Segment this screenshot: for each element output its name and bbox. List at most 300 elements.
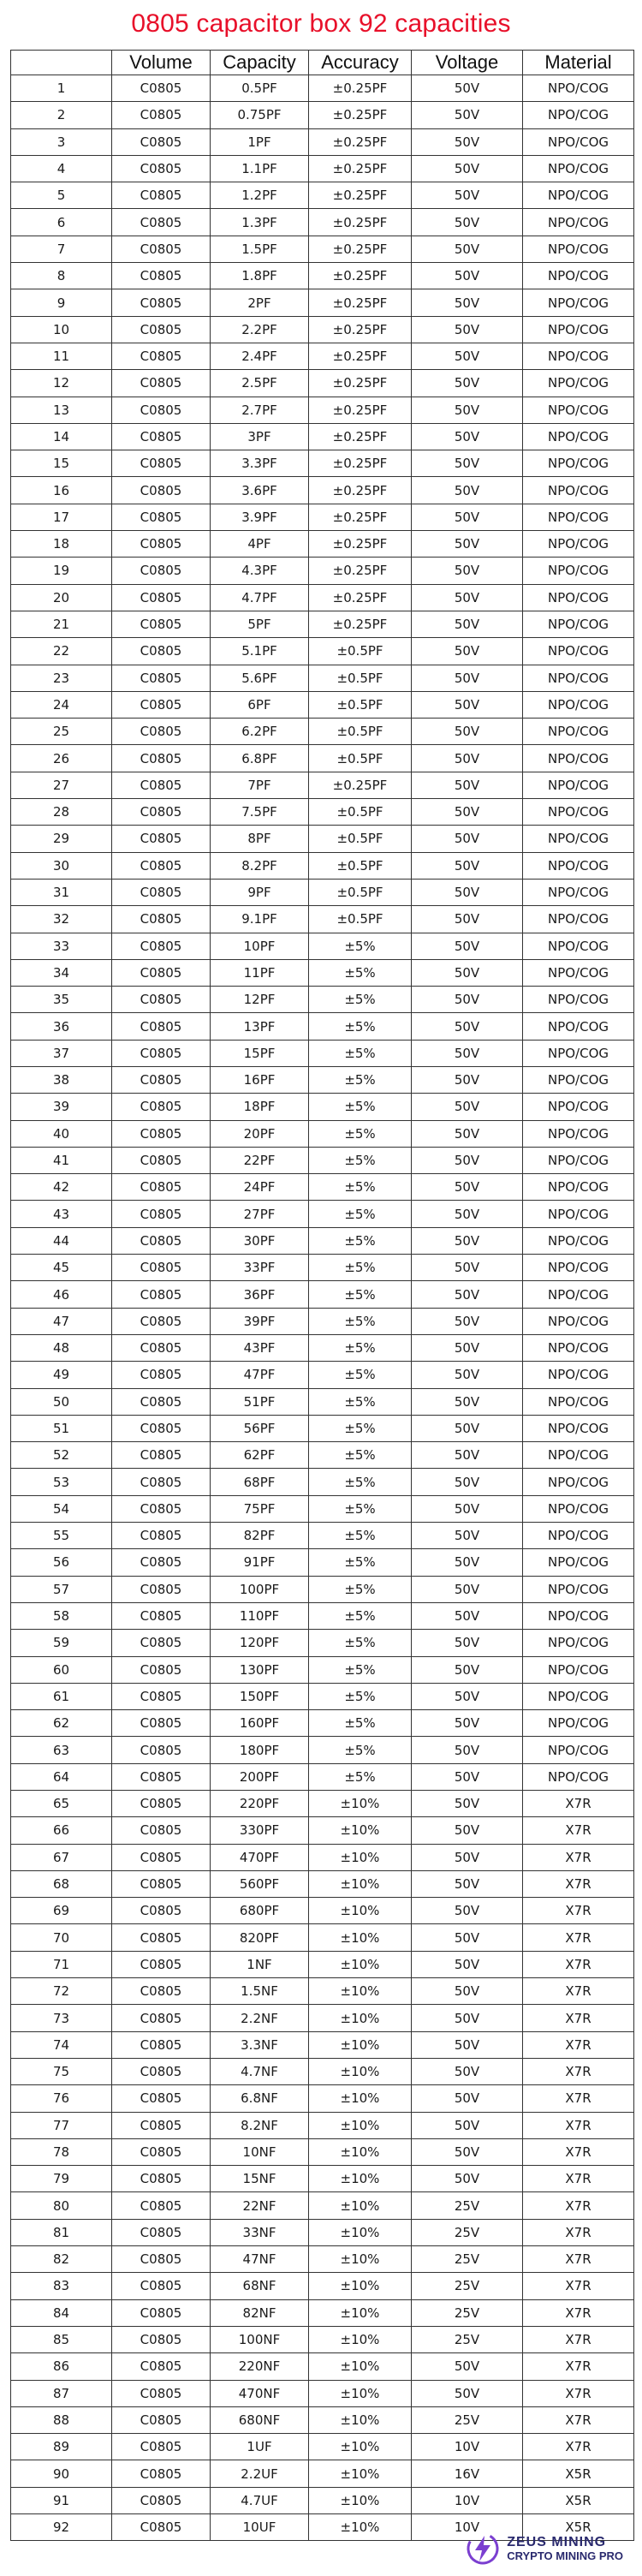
- cell-material: X5R: [523, 2487, 634, 2513]
- cell-capacity: 100PF: [211, 1576, 309, 1602]
- cell-volume: C0805: [112, 1442, 211, 1469]
- cell-material: NPO/COG: [523, 1388, 634, 1415]
- cell-material: NPO/COG: [523, 1334, 634, 1361]
- cell-material: NPO/COG: [523, 665, 634, 691]
- cell-voltage: 10V: [412, 2487, 523, 2513]
- cell-voltage: 50V: [412, 1201, 523, 1227]
- cell-material: X7R: [523, 2219, 634, 2245]
- cell-accuracy: ±10%: [309, 2299, 412, 2326]
- cell-material: NPO/COG: [523, 236, 634, 262]
- table-row: [11, 1388, 634, 1415]
- cell-capacity: 43PF: [211, 1334, 309, 1361]
- cell-volume: C0805: [112, 558, 211, 584]
- cell-capacity: 10UF: [211, 2514, 309, 2541]
- cell-capacity: 7.5PF: [211, 799, 309, 826]
- cell-volume: C0805: [112, 263, 211, 289]
- cell-material: NPO/COG: [523, 102, 634, 128]
- cell-volume: C0805: [112, 933, 211, 959]
- cell-voltage: 50V: [412, 1442, 523, 1469]
- cell-voltage: 25V: [412, 2219, 523, 2245]
- cell-index: 60: [11, 1656, 112, 1683]
- cell-capacity: 1.8PF: [211, 263, 309, 289]
- cell-index: 64: [11, 1763, 112, 1790]
- cell-accuracy: ±10%: [309, 2058, 412, 2084]
- cell-volume: C0805: [112, 1763, 211, 1790]
- cell-voltage: 50V: [412, 665, 523, 691]
- cell-volume: C0805: [112, 1040, 211, 1066]
- cell-accuracy: ±5%: [309, 1469, 412, 1495]
- cell-material: X7R: [523, 1924, 634, 1951]
- brand-text: [507, 2535, 623, 2562]
- cell-index: 61: [11, 1683, 112, 1709]
- table-row: [11, 879, 634, 905]
- cell-accuracy: ±5%: [309, 1147, 412, 1173]
- table-row: [11, 1630, 634, 1656]
- cell-capacity: 4.7NF: [211, 2058, 309, 2084]
- cell-voltage: 50V: [412, 343, 523, 369]
- cell-accuracy: ±5%: [309, 1710, 412, 1737]
- cell-accuracy: ±0.5PF: [309, 879, 412, 905]
- cell-index: 66: [11, 1817, 112, 1844]
- cell-accuracy: ±5%: [309, 1334, 412, 1361]
- cell-accuracy: ±0.5PF: [309, 906, 412, 933]
- cell-accuracy: ±10%: [309, 2380, 412, 2406]
- cell-volume: C0805: [112, 2192, 211, 2219]
- table-row: [11, 1978, 634, 2005]
- cell-volume: C0805: [112, 611, 211, 637]
- cell-capacity: 330PF: [211, 1817, 309, 1844]
- cell-index: 22: [11, 638, 112, 665]
- cell-accuracy: ±0.25PF: [309, 102, 412, 128]
- cell-volume: C0805: [112, 826, 211, 852]
- cell-material: X7R: [523, 2085, 634, 2112]
- cell-material: NPO/COG: [523, 504, 634, 530]
- cell-material: NPO/COG: [523, 799, 634, 826]
- cell-material: NPO/COG: [523, 423, 634, 450]
- cell-index: 59: [11, 1630, 112, 1656]
- cell-capacity: 68NF: [211, 2273, 309, 2299]
- cell-voltage: 50V: [412, 1951, 523, 1977]
- cell-voltage: 50V: [412, 1227, 523, 1254]
- cell-material: NPO/COG: [523, 289, 634, 316]
- table-header: [11, 51, 634, 75]
- cell-material: NPO/COG: [523, 128, 634, 155]
- cell-index: 38: [11, 1066, 112, 1093]
- table-row: [11, 1094, 634, 1120]
- cell-volume: C0805: [112, 1174, 211, 1201]
- cell-material: NPO/COG: [523, 182, 634, 209]
- cell-capacity: 75PF: [211, 1495, 309, 1522]
- cell-material: NPO/COG: [523, 1308, 634, 1334]
- header-material: Material: [523, 51, 634, 75]
- cell-material: NPO/COG: [523, 1737, 634, 1763]
- cell-capacity: 820PF: [211, 1924, 309, 1951]
- cell-capacity: 56PF: [211, 1415, 309, 1441]
- header-capacity: Capacity: [211, 51, 309, 75]
- cell-index: 3: [11, 128, 112, 155]
- cell-index: 81: [11, 2219, 112, 2245]
- cell-capacity: 3PF: [211, 423, 309, 450]
- cell-material: NPO/COG: [523, 1549, 634, 1576]
- cell-accuracy: ±5%: [309, 1174, 412, 1201]
- cell-accuracy: ±10%: [309, 2138, 412, 2165]
- cell-capacity: 3.3NF: [211, 2031, 309, 2058]
- table-row: [11, 370, 634, 397]
- brand-name: ZEUS MINING: [507, 2535, 607, 2550]
- cell-capacity: 8.2NF: [211, 2112, 309, 2138]
- cell-volume: C0805: [112, 1898, 211, 1924]
- table-row: [11, 263, 634, 289]
- cell-voltage: 50V: [412, 1978, 523, 2005]
- table-row: [11, 2460, 634, 2487]
- cell-capacity: 120PF: [211, 1630, 309, 1656]
- cell-voltage: 50V: [412, 1870, 523, 1897]
- table-row: [11, 2031, 634, 2058]
- cell-volume: C0805: [112, 1415, 211, 1441]
- cell-capacity: 47PF: [211, 1362, 309, 1388]
- table-row: [11, 1602, 634, 1629]
- cell-volume: C0805: [112, 1791, 211, 1817]
- table-row: [11, 584, 634, 611]
- cell-index: 57: [11, 1576, 112, 1602]
- table-row: [11, 531, 634, 558]
- table-row: [11, 1898, 634, 1924]
- cell-index: 5: [11, 182, 112, 209]
- cell-capacity: 100NF: [211, 2326, 309, 2352]
- cell-index: 30: [11, 852, 112, 879]
- cell-accuracy: ±10%: [309, 2246, 412, 2273]
- cell-accuracy: ±5%: [309, 1683, 412, 1709]
- cell-accuracy: ±0.25PF: [309, 182, 412, 209]
- cell-voltage: 50V: [412, 906, 523, 933]
- cell-volume: C0805: [112, 1147, 211, 1173]
- cell-material: NPO/COG: [523, 75, 634, 102]
- cell-voltage: 25V: [412, 2273, 523, 2299]
- cell-index: 44: [11, 1227, 112, 1254]
- cell-accuracy: ±5%: [309, 1523, 412, 1549]
- cell-index: 79: [11, 2166, 112, 2192]
- cell-voltage: 25V: [412, 2406, 523, 2433]
- cell-capacity: 180PF: [211, 1737, 309, 1763]
- table-row: [11, 959, 634, 986]
- cell-index: 82: [11, 2246, 112, 2273]
- table-row: [11, 1469, 634, 1495]
- cell-index: 73: [11, 2005, 112, 2031]
- table-row: [11, 1523, 634, 1549]
- cell-volume: C0805: [112, 772, 211, 798]
- page-title: 0805 capacitor box 92 capacities: [131, 9, 511, 38]
- cell-material: NPO/COG: [523, 1469, 634, 1495]
- cell-accuracy: ±10%: [309, 1817, 412, 1844]
- cell-volume: C0805: [112, 719, 211, 745]
- cell-volume: C0805: [112, 1602, 211, 1629]
- cell-capacity: 1.5NF: [211, 1978, 309, 2005]
- brand-tagline: CRYPTO MINING PRO: [507, 2549, 623, 2562]
- cell-volume: C0805: [112, 1656, 211, 1683]
- cell-volume: C0805: [112, 504, 211, 530]
- cell-volume: C0805: [112, 2005, 211, 2031]
- cell-capacity: 82NF: [211, 2299, 309, 2326]
- cell-material: X5R: [523, 2514, 634, 2541]
- cell-index: 9: [11, 289, 112, 316]
- cell-material: NPO/COG: [523, 852, 634, 879]
- cell-material: X7R: [523, 2299, 634, 2326]
- cell-accuracy: ±5%: [309, 987, 412, 1013]
- cell-voltage: 50V: [412, 1281, 523, 1308]
- cell-accuracy: ±0.25PF: [309, 558, 412, 584]
- table-row: [11, 1737, 634, 1763]
- cell-index: 10: [11, 316, 112, 343]
- cell-accuracy: ±10%: [309, 2166, 412, 2192]
- table-row: [11, 2138, 634, 2165]
- cell-voltage: 50V: [412, 1898, 523, 1924]
- table-row: [11, 691, 634, 718]
- cell-index: 46: [11, 1281, 112, 1308]
- cell-accuracy: ±5%: [309, 1388, 412, 1415]
- cell-capacity: 160PF: [211, 1710, 309, 1737]
- cell-accuracy: ±10%: [309, 2326, 412, 2352]
- cell-accuracy: ±0.25PF: [309, 450, 412, 477]
- table-row: [11, 102, 634, 128]
- cell-index: 90: [11, 2460, 112, 2487]
- cell-capacity: 91PF: [211, 1549, 309, 1576]
- cell-accuracy: ±10%: [309, 2219, 412, 2245]
- cell-index: 43: [11, 1201, 112, 1227]
- cell-accuracy: ±0.25PF: [309, 316, 412, 343]
- cell-accuracy: ±0.25PF: [309, 155, 412, 182]
- lightning-bolt-icon: [466, 2531, 500, 2566]
- table-row: [11, 2058, 634, 2084]
- cell-index: 15: [11, 450, 112, 477]
- cell-index: 17: [11, 504, 112, 530]
- capacitor-table: [10, 50, 634, 2541]
- cell-index: 55: [11, 1523, 112, 1549]
- cell-material: NPO/COG: [523, 584, 634, 611]
- table-row: [11, 1362, 634, 1388]
- cell-capacity: 22NF: [211, 2192, 309, 2219]
- cell-material: NPO/COG: [523, 906, 634, 933]
- cell-material: NPO/COG: [523, 1495, 634, 1522]
- cell-accuracy: ±0.25PF: [309, 477, 412, 504]
- cell-volume: C0805: [112, 2460, 211, 2487]
- table-row: [11, 1040, 634, 1066]
- table-row: [11, 1308, 634, 1334]
- cell-index: 41: [11, 1147, 112, 1173]
- cell-index: 45: [11, 1255, 112, 1281]
- header-row: [11, 51, 634, 75]
- cell-capacity: 68PF: [211, 1469, 309, 1495]
- cell-accuracy: ±10%: [309, 2085, 412, 2112]
- cell-voltage: 50V: [412, 1415, 523, 1441]
- cell-voltage: 50V: [412, 450, 523, 477]
- cell-accuracy: ±0.25PF: [309, 343, 412, 369]
- cell-voltage: 50V: [412, 2005, 523, 2031]
- cell-capacity: 36PF: [211, 1281, 309, 1308]
- cell-volume: C0805: [112, 289, 211, 316]
- cell-capacity: 1NF: [211, 1951, 309, 1977]
- cell-capacity: 130PF: [211, 1656, 309, 1683]
- table-row: [11, 1281, 634, 1308]
- cell-capacity: 47NF: [211, 2246, 309, 2273]
- cell-volume: C0805: [112, 450, 211, 477]
- cell-accuracy: ±0.25PF: [309, 584, 412, 611]
- cell-voltage: 50V: [412, 2058, 523, 2084]
- cell-accuracy: ±5%: [309, 1576, 412, 1602]
- cell-voltage: 50V: [412, 2353, 523, 2380]
- cell-capacity: 9PF: [211, 879, 309, 905]
- cell-capacity: 3.3PF: [211, 450, 309, 477]
- header-volume: Volume: [112, 51, 211, 75]
- cell-index: 72: [11, 1978, 112, 2005]
- cell-index: 33: [11, 933, 112, 959]
- cell-volume: C0805: [112, 2353, 211, 2380]
- cell-material: NPO/COG: [523, 638, 634, 665]
- cell-volume: C0805: [112, 209, 211, 236]
- cell-index: 12: [11, 370, 112, 397]
- cell-index: 76: [11, 2085, 112, 2112]
- cell-material: NPO/COG: [523, 558, 634, 584]
- cell-capacity: 11PF: [211, 959, 309, 986]
- cell-accuracy: ±10%: [309, 1870, 412, 1897]
- cell-index: 47: [11, 1308, 112, 1334]
- cell-volume: C0805: [112, 2219, 211, 2245]
- cell-accuracy: ±10%: [309, 2112, 412, 2138]
- table-row: [11, 2434, 634, 2460]
- cell-volume: C0805: [112, 1227, 211, 1254]
- cell-capacity: 6.8PF: [211, 745, 309, 772]
- cell-index: 67: [11, 1844, 112, 1870]
- header-index: [11, 51, 112, 75]
- cell-index: 52: [11, 1442, 112, 1469]
- cell-index: 75: [11, 2058, 112, 2084]
- cell-accuracy: ±5%: [309, 1362, 412, 1388]
- cell-volume: C0805: [112, 1817, 211, 1844]
- table-row: [11, 504, 634, 530]
- table-row: [11, 665, 634, 691]
- cell-accuracy: ±0.5PF: [309, 638, 412, 665]
- cell-capacity: 470NF: [211, 2380, 309, 2406]
- table-row: [11, 182, 634, 209]
- cell-voltage: 25V: [412, 2299, 523, 2326]
- cell-volume: C0805: [112, 2085, 211, 2112]
- cell-voltage: 50V: [412, 772, 523, 798]
- table-row: [11, 2166, 634, 2192]
- table-row: [11, 799, 634, 826]
- table-row: [11, 397, 634, 423]
- cell-accuracy: ±5%: [309, 1308, 412, 1334]
- cell-capacity: 4.7UF: [211, 2487, 309, 2513]
- cell-index: 34: [11, 959, 112, 986]
- cell-index: 16: [11, 477, 112, 504]
- cell-voltage: 50V: [412, 2380, 523, 2406]
- cell-index: 53: [11, 1469, 112, 1495]
- cell-volume: C0805: [112, 665, 211, 691]
- cell-material: NPO/COG: [523, 263, 634, 289]
- cell-material: NPO/COG: [523, 531, 634, 558]
- cell-capacity: 1PF: [211, 128, 309, 155]
- cell-accuracy: ±0.5PF: [309, 665, 412, 691]
- cell-material: NPO/COG: [523, 1147, 634, 1173]
- table-row: [11, 772, 634, 798]
- cell-material: NPO/COG: [523, 1763, 634, 1790]
- cell-voltage: 50V: [412, 1147, 523, 1173]
- cell-index: 35: [11, 987, 112, 1013]
- cell-volume: C0805: [112, 1549, 211, 1576]
- cell-index: 28: [11, 799, 112, 826]
- cell-accuracy: ±0.25PF: [309, 397, 412, 423]
- cell-accuracy: ±0.25PF: [309, 209, 412, 236]
- cell-material: NPO/COG: [523, 1227, 634, 1254]
- cell-voltage: 16V: [412, 2460, 523, 2487]
- cell-index: 83: [11, 2273, 112, 2299]
- table-row: [11, 1120, 634, 1147]
- cell-accuracy: ±5%: [309, 1094, 412, 1120]
- cell-volume: C0805: [112, 1844, 211, 1870]
- cell-index: 26: [11, 745, 112, 772]
- cell-volume: C0805: [112, 1951, 211, 1977]
- cell-volume: C0805: [112, 316, 211, 343]
- cell-capacity: 3.6PF: [211, 477, 309, 504]
- cell-capacity: 15PF: [211, 1040, 309, 1066]
- cell-accuracy: ±5%: [309, 1442, 412, 1469]
- cell-index: 31: [11, 879, 112, 905]
- cell-index: 51: [11, 1415, 112, 1441]
- cell-volume: C0805: [112, 75, 211, 102]
- cell-index: 37: [11, 1040, 112, 1066]
- cell-accuracy: ±0.25PF: [309, 75, 412, 102]
- cell-capacity: 39PF: [211, 1308, 309, 1334]
- cell-voltage: 50V: [412, 2112, 523, 2138]
- cell-voltage: 50V: [412, 933, 523, 959]
- table-row: [11, 2192, 634, 2219]
- cell-voltage: 50V: [412, 1469, 523, 1495]
- cell-material: X7R: [523, 1898, 634, 1924]
- cell-capacity: 10PF: [211, 933, 309, 959]
- cell-volume: C0805: [112, 1255, 211, 1281]
- cell-accuracy: ±5%: [309, 1066, 412, 1093]
- cell-capacity: 3.9PF: [211, 504, 309, 530]
- cell-material: X7R: [523, 2192, 634, 2219]
- cell-index: 49: [11, 1362, 112, 1388]
- cell-volume: C0805: [112, 1013, 211, 1040]
- cell-volume: C0805: [112, 1334, 211, 1361]
- cell-material: NPO/COG: [523, 719, 634, 745]
- table-row: [11, 1791, 634, 1817]
- table-row: [11, 852, 634, 879]
- cell-volume: C0805: [112, 1924, 211, 1951]
- cell-index: 92: [11, 2514, 112, 2541]
- cell-index: 1: [11, 75, 112, 102]
- cell-capacity: 5PF: [211, 611, 309, 637]
- cell-material: X7R: [523, 1817, 634, 1844]
- table-row: [11, 1710, 634, 1737]
- cell-capacity: 22PF: [211, 1147, 309, 1173]
- cell-voltage: 50V: [412, 1094, 523, 1120]
- cell-volume: C0805: [112, 1388, 211, 1415]
- cell-material: X5R: [523, 2460, 634, 2487]
- header-voltage: Voltage: [412, 51, 523, 75]
- cell-index: 40: [11, 1120, 112, 1147]
- cell-material: NPO/COG: [523, 1630, 634, 1656]
- cell-accuracy: ±0.25PF: [309, 504, 412, 530]
- cell-accuracy: ±0.25PF: [309, 289, 412, 316]
- cell-volume: C0805: [112, 1362, 211, 1388]
- cell-capacity: 2.2NF: [211, 2005, 309, 2031]
- cell-volume: C0805: [112, 879, 211, 905]
- cell-material: NPO/COG: [523, 477, 634, 504]
- cell-accuracy: ±5%: [309, 1602, 412, 1629]
- cell-material: NPO/COG: [523, 1523, 634, 1549]
